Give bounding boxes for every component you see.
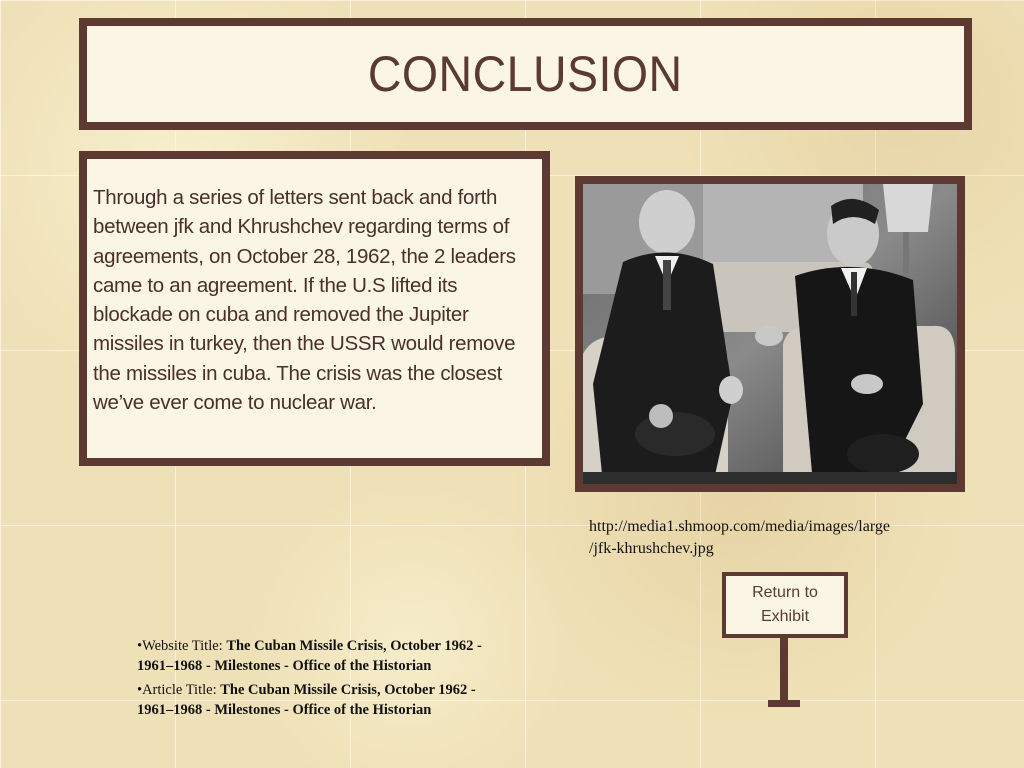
photo-frame — [575, 176, 965, 492]
source-value: The Cuban Missile Crisis, October 1962 - 1961–1968 - Milestones - Office of the Historian — [137, 682, 476, 718]
title-box — [79, 18, 972, 130]
source-label: Website Title: — [142, 638, 227, 654]
source-value: The Cuban Missile Crisis, October 1962 - 1961–1968 - Milestones - Office of the Historian — [137, 638, 482, 674]
source-item-article — [137, 680, 497, 720]
image-caption-line-1: http://media1.shmoop.com/media/images/large — [589, 518, 890, 535]
source-label: Article Title: — [142, 682, 221, 698]
conclusion-text-box — [79, 151, 550, 466]
source-item-website — [137, 636, 497, 676]
slide-title: CONCLUSION — [368, 46, 683, 102]
image-caption — [589, 516, 979, 560]
image-caption-line-2: /jfk-khrushchev.jpg — [589, 540, 714, 557]
return-to-exhibit-button[interactable] — [722, 572, 848, 638]
signpost-base — [768, 700, 800, 707]
sources-list — [137, 636, 497, 724]
conclusion-body-text: Through a series of letters sent back and forth between jfk and Khrushchev regarding terms of agreements, on October 28, 1962, the 2 leaders came to an agreement. If the U.S lifted its blockade on cuba and removed the Jupiter missiles in turkey, then the USSR would remove the missiles in cuba. The crisis was the closest we’ve ever come to nuclear war. — [93, 186, 516, 415]
source-bullet: • — [137, 682, 143, 698]
signpost-pole — [780, 638, 788, 704]
return-to-exhibit-label: Return to Exhibit — [752, 584, 818, 625]
jfk-khrushchev-photo — [583, 184, 957, 484]
source-bullet: • — [137, 638, 143, 654]
